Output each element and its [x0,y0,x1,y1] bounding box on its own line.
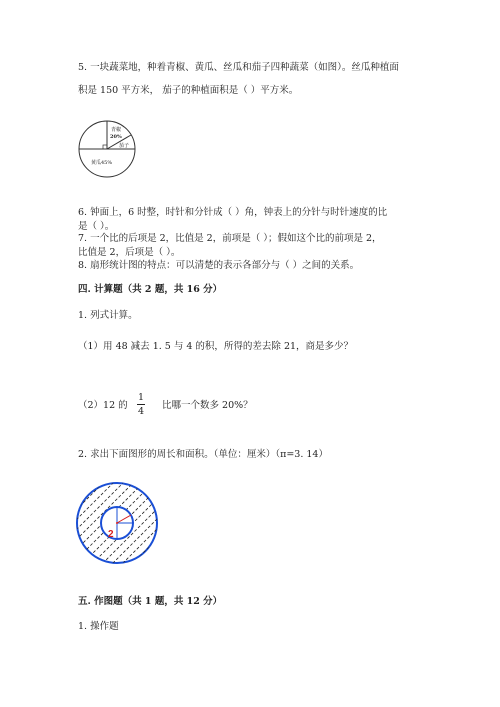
calc1-sub2-suffix: 比哪一个数多 20%？ [162,400,253,411]
pie-label-qiezi: 茄子 [119,143,130,149]
fraction-numerator: 1 [137,392,145,403]
calc1-sub2-prefix: （2）12 的 [78,400,128,411]
q6-line1: 6. 钟面上，6 时整，时针和分针成（ ）角，钟表上的分针与时针速度的比 [78,207,388,218]
q7-line1: 7. 一个比的后项是 2，比值是 2，前项是（ ）；假如这个比的前项是 2， [78,233,382,244]
q8-line1: 8. 扇形统计图的特点：可以清楚的表示各部分与（ ）之间的关系。 [78,260,360,271]
center-dot [116,522,118,524]
calc2-title: 2. 求出下面图形的周长和面积。（单位：厘米）（π=3. 14） [78,449,328,460]
ring-figure [75,481,159,565]
pie-label-qingjiao: 青椒 [111,127,122,133]
fraction-denominator: 4 [137,406,145,417]
draw1-title: 1. 操作题 [78,621,119,632]
pie-label-qingjiao-pct: 20% [110,134,122,140]
inner-radius-label: 2 [108,529,114,540]
vegetable-pie-chart [77,119,137,179]
section4-title: 四. 计算题（共 2 题，共 16 分） [78,284,223,295]
pie-label-huanggua: 黄瓜45% [91,160,113,166]
q6-line2: 是（ ）。 [78,221,115,232]
q5-line2: 积是 150 平方米， 茄子的种植面积是（ ）平方米。 [78,85,299,96]
calc1-title: 1. 列式计算。 [78,310,138,321]
calc1-sub1: （1）用 48 减去 1. 5 与 4 的积，所得的差去除 21，商是多少？ [78,341,354,352]
q5-line1: 5. 一块蔬菜地，种着青椒、黄瓜、丝瓜和茄子四种蔬菜（如图）。丝瓜种植面 [78,62,399,73]
q7-line2: 比值是 2，后项是（ ）。 [78,247,181,258]
fraction-bar [137,404,145,405]
section5-title: 五. 作图题（共 1 题，共 12 分） [78,596,223,607]
